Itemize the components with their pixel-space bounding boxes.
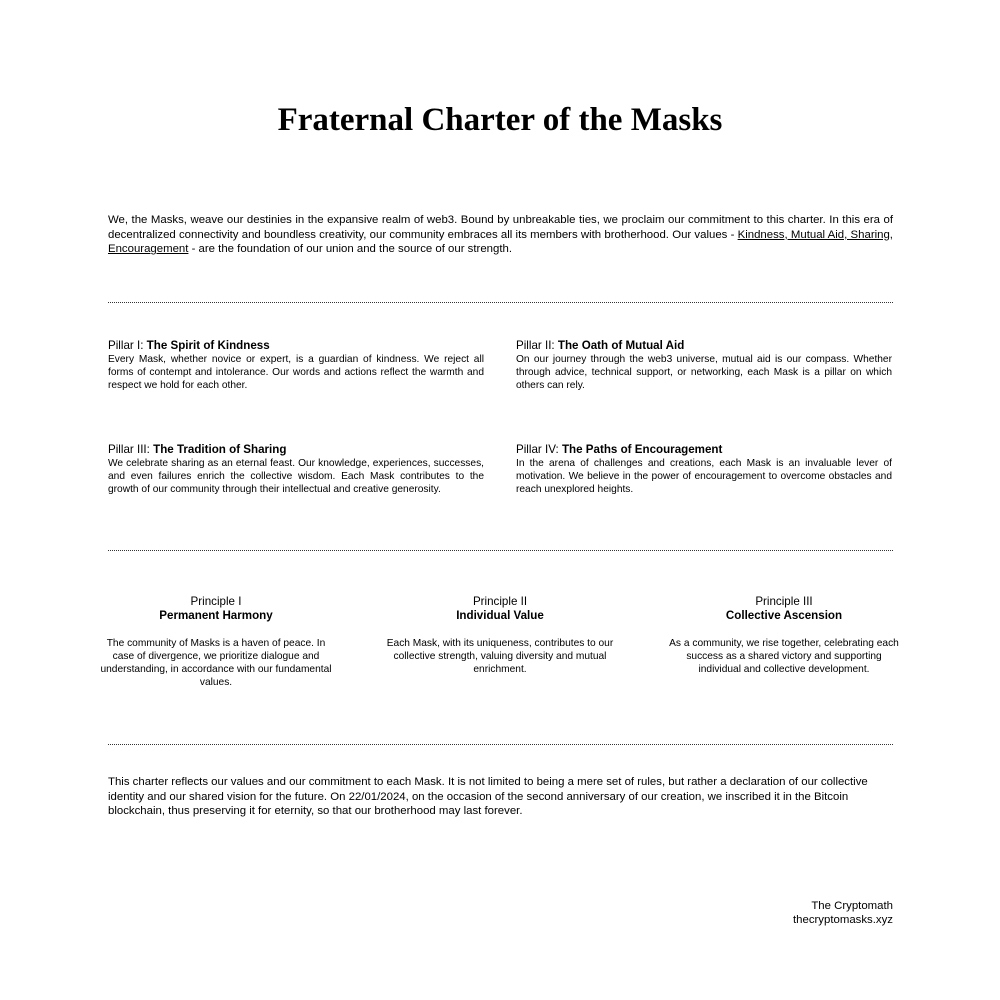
principle-name: Permanent Harmony [159, 609, 273, 622]
pillar-body: Every Mask, whether novice or expert, is a guardian of kindness. We reject all forms of contempt and intolerance. Our words and actions reflect the warmth and respect we hold for each other. [108, 354, 484, 391]
pillar-body: In the arena of challenges and creations, each Mask is an invaluable lever of motivation. We believe in the power of encouragement to overcome obstacles and reach unexplored heights. [516, 458, 892, 495]
pillar-2 [516, 339, 892, 392]
pillar-heading [516, 443, 892, 457]
divider-1 [108, 302, 893, 303]
principle-body: Each Mask, with its uniqueness, contributes to our collective strength, valuing diversity and mutual enrichment. [386, 638, 614, 675]
signature-block [793, 899, 893, 927]
pillar-label: Pillar I: [108, 339, 147, 352]
principle-2 [384, 595, 616, 676]
document-title: Fraternal Charter of the Masks [277, 102, 723, 138]
principle-name: Individual Value [456, 609, 544, 622]
pillar-3 [108, 443, 484, 496]
intro-text-after: - are the foundation of our union and the source of our strength. [188, 243, 513, 256]
divider-2 [108, 550, 893, 551]
signature-author: The Cryptomath [811, 900, 893, 912]
pillar-heading [108, 443, 484, 457]
pillar-label: Pillar III: [108, 443, 154, 456]
principle-body: As a community, we rise together, celebrating each success as a shared victory and supporting individual and collective development. [669, 638, 899, 675]
principle-label: Principle III [755, 595, 813, 608]
pillar-name: The Spirit of Kindness [146, 339, 270, 352]
pillar-heading [516, 339, 892, 353]
pillar-1 [108, 339, 484, 392]
principle-name: Collective Ascension [725, 609, 843, 622]
divider-3 [108, 744, 893, 745]
pillar-body: On our journey through the web3 universe, mutual aid is our compass. Whether through advice, technical support, or networking, each Mask is a pillar on which others can rely. [516, 354, 892, 391]
principle-label: Principle I [190, 595, 242, 608]
pillar-label: Pillar II: [516, 339, 558, 352]
pillar-4 [516, 443, 892, 496]
closing-paragraph: This charter reflects our values and our commitment to each Mask. It is not limited to being a mere set of rules, but rather a declaration of our collective identity and our shared vision for the future. On 22/01/2024, on the occasion of the second anniversary of our creation, we inscribed it in the Bitcoin blockchain, thus preserving it for eternity, so that our brotherhood may last forever. [108, 776, 868, 818]
values-list: Kindness, Mutual Aid, Sharing, Encouragement [108, 228, 893, 256]
pillar-label: Pillar IV: [516, 443, 562, 456]
intro-paragraph [108, 213, 893, 257]
pillar-heading [108, 339, 484, 353]
pillar-body: We celebrate sharing as an eternal feast. Our knowledge, experiences, successes, and even failures enrich the collective wisdom. Each Mask contributes to the growth of our community through their intellectual and creative generosity. [108, 458, 484, 495]
pillar-name: The Tradition of Sharing [153, 443, 287, 456]
principle-1 [100, 595, 332, 689]
signature-website: thecryptomasks.xyz [792, 914, 893, 926]
intro-text-before: We, the Masks, weave our destinies in the expansive realm of web3. Bound by unbreakable ties, we proclaim our commitment to this charter. In this era of decentralized connectivity and boundless creativity, our community embraces all its members with brotherhood. Our values - [108, 214, 893, 241]
principle-label: Principle II [472, 595, 528, 608]
principle-3 [668, 595, 900, 676]
principle-body: The community of Masks is a haven of peace. In case of divergence, we prioritize dialogue and understanding, in accordance with our fundamental values. [100, 638, 332, 688]
pillar-name: The Paths of Encouragement [561, 443, 723, 456]
pillar-name: The Oath of Mutual Aid [557, 339, 685, 352]
